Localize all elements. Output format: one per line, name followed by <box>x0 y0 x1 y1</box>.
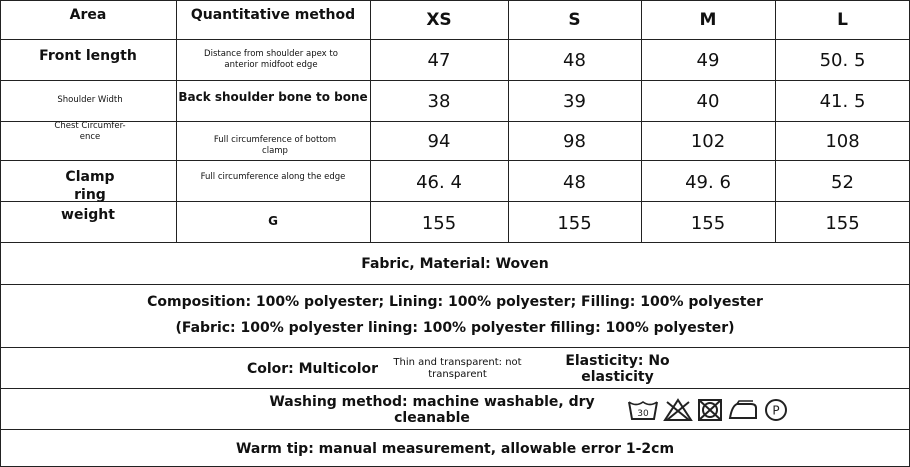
area-clamp-ring: Clamp ring <box>65 169 115 203</box>
area-chest-circumference: Chest Circumfer- ence <box>54 121 126 142</box>
value-front-length-m: 49 <box>696 50 720 71</box>
value-clamp-m: 49. 6 <box>685 172 731 193</box>
value-front-length-s: 48 <box>563 50 586 71</box>
value-clamp-xs: 46. 4 <box>416 172 462 193</box>
header-size-m: M <box>699 10 717 30</box>
method-front-length: Distance from shoulder apex to anterior midfoot edge <box>204 49 338 70</box>
method-clamp-ring: Full circumference along the edge <box>200 171 346 182</box>
method-shoulder-width: Back shoulder bone to bone <box>178 90 368 104</box>
area-shoulder-width: Shoulder Width <box>57 94 123 105</box>
header-area: Area <box>69 7 107 23</box>
header-method: Quantitative method <box>190 7 356 23</box>
value-shoulder-width-l: 41. 5 <box>819 91 866 112</box>
value-chest-l: 108 <box>825 131 860 152</box>
value-shoulder-width-xs: 38 <box>427 91 451 112</box>
wash-30-icon <box>627 398 659 422</box>
value-weight-l: 155 <box>825 212 860 234</box>
transparency-info: Thin and transparent: not transparent <box>393 357 522 380</box>
dry-clean-p-icon <box>763 397 789 423</box>
care-icons <box>627 397 789 423</box>
value-weight-m: 155 <box>690 212 726 234</box>
washing-info: Washing method: machine washable, dry cleanable <box>269 393 595 426</box>
fabric-info: Fabric, Material: Woven <box>361 255 549 272</box>
composition-detail: (Fabric: 100% polyester lining: 100% polyester filling: 100% polyester) <box>175 320 735 336</box>
warm-tip: Warm tip: manual measurement, allowable error 1-2cm <box>235 440 675 457</box>
header-size-xs: XS <box>426 10 452 30</box>
svg-text:P: P <box>772 403 780 418</box>
value-chest-xs: 94 <box>427 131 451 152</box>
value-weight-xs: 155 <box>421 212 457 234</box>
value-chest-m: 102 <box>690 131 726 152</box>
method-weight: G <box>268 214 278 228</box>
header-size-l: L <box>837 10 848 30</box>
value-weight-s: 155 <box>557 212 592 234</box>
value-clamp-l: 52 <box>831 172 854 193</box>
value-front-length-l: 50. 5 <box>819 50 866 71</box>
value-front-length-xs: 47 <box>427 50 451 71</box>
iron-icon <box>727 398 759 422</box>
value-clamp-s: 48 <box>563 172 586 193</box>
no-tumble-dry-icon <box>697 398 723 422</box>
value-chest-s: 98 <box>563 131 586 152</box>
no-bleach-icon <box>663 398 693 422</box>
method-chest-circumference: Full circumference of bottom clamp <box>213 135 337 156</box>
area-weight: weight <box>61 207 115 223</box>
svg-text:30: 30 <box>637 409 649 419</box>
value-shoulder-width-s: 39 <box>563 91 586 112</box>
color-info: Color: Multicolor <box>246 360 379 377</box>
area-front-length: Front length <box>39 48 137 64</box>
elasticity-info: Elasticity: No elasticity <box>565 352 670 385</box>
composition-info: Composition: 100% polyester; Lining: 100% polyester; Filling: 100% polyester <box>147 294 763 310</box>
header-size-s: S <box>568 10 581 30</box>
value-shoulder-width-m: 40 <box>696 91 720 112</box>
